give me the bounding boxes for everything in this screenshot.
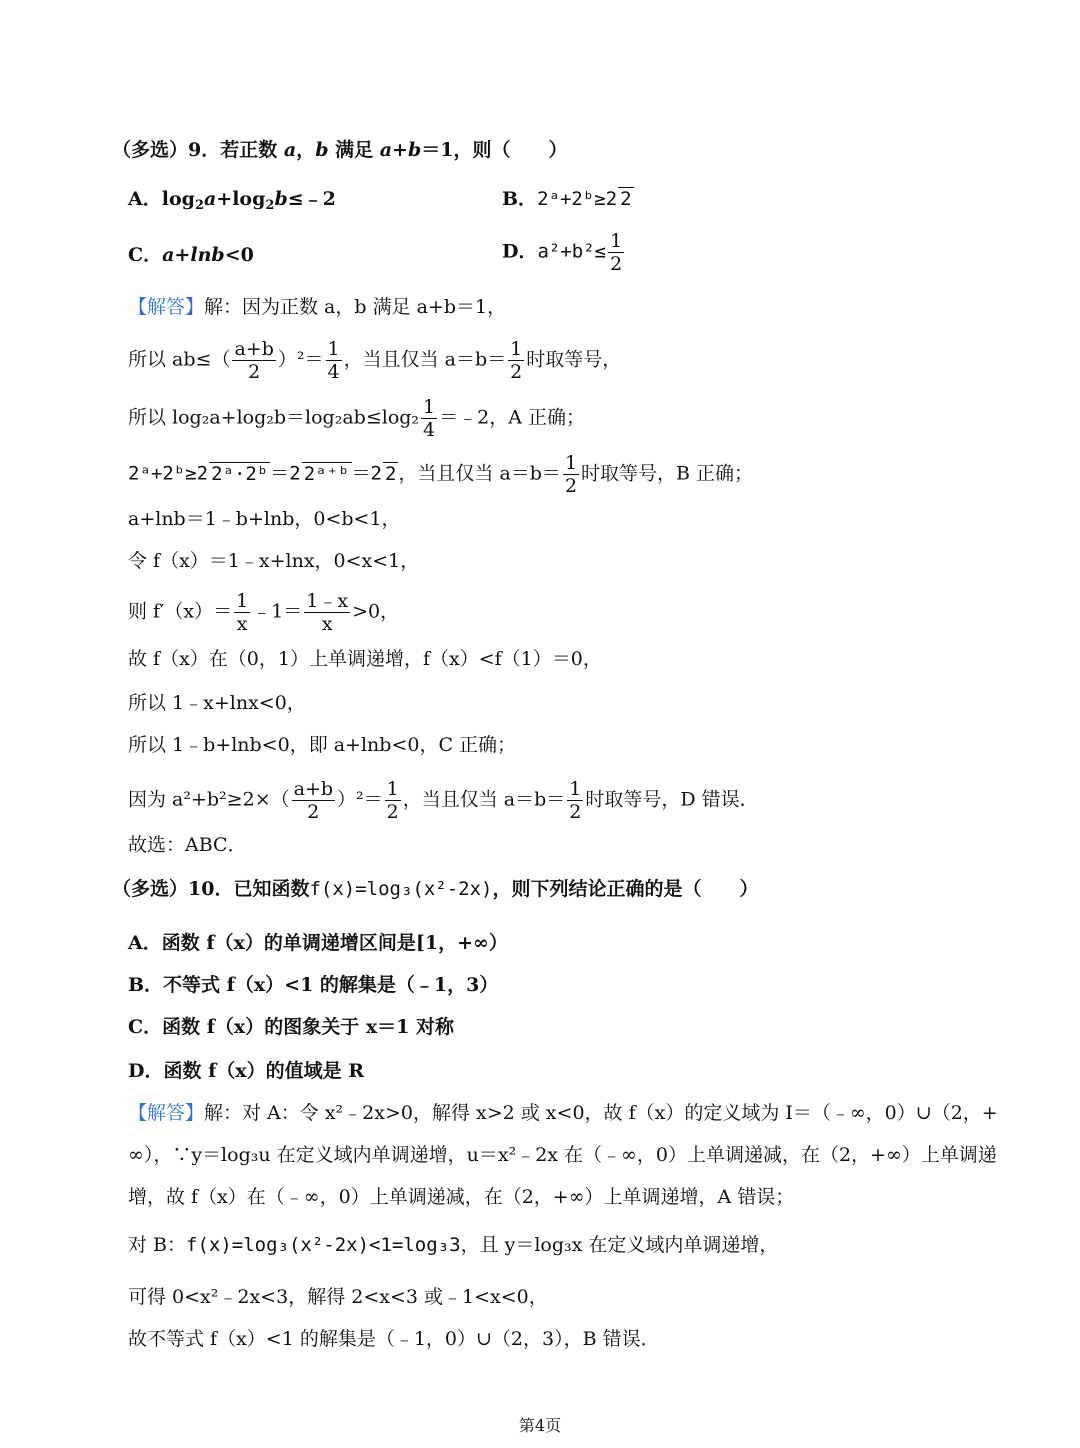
sol9-line-3: 所以 log₂a+log₂b＝log₂ab≤log₂ $\frac{1}{4}$ ＝﹣2，A 正确； xyxy=(128,396,585,441)
q9-stem: （多选）9．若正数 a，b 满足 a+b＝1，则（ ） xyxy=(112,139,568,161)
sol9-line-6: 令 f（x）＝1﹣x+lnx，0<x<1， xyxy=(128,550,420,572)
sol9-line-7: 则 f′（x）＝ $\frac{1}{x}$ ﹣1＝ $\frac{1﹣x}{x}$ >0， xyxy=(128,590,400,635)
sol10-line-2: ∞），∵y＝log₃u 在定义域内单调递增，u＝x²﹣2x 在（﹣∞，0）上单调递减，在（2，+∞）上单调递 xyxy=(128,1144,997,1166)
sol9-line-5: a+lnb＝1﹣b+lnb，0<b<1， xyxy=(128,508,401,530)
sol9-line-12: 故选：ABC． xyxy=(128,834,247,856)
q10-option-b: B．不等式 f（x）<1 的解集是（﹣1，3） xyxy=(128,974,499,996)
sol9-line-10: 所以 1﹣b+lnb<0，即 a+lnb<0，C 正确； xyxy=(128,734,517,756)
sol10-line-6: 故不等式 f（x）<1 的解集是（﹣1，0）∪（2，3），B 错误． xyxy=(128,1328,660,1350)
sol10-line-5: 可得 0<x²﹣2x<3，解得 2<x<3 或﹣1<x<0， xyxy=(128,1286,548,1308)
sol10-line-4: 对 B：f(x)=log₃(x²-2x)<1=log₃3，且 y＝log₃x 在定义域内单调递增， xyxy=(128,1234,779,1256)
q9-option-d: D．a²+b²≤ $\frac{1}{2}$ xyxy=(502,230,623,275)
q9-option-a: A．$\log_2a+\log_2b\le﹣2$ xyxy=(128,188,336,213)
q10-option-d: D．函数 f（x）的值域是 R xyxy=(128,1060,364,1082)
sol9-line-11: 因为 a²+b²≥2×（ $\frac{a+b}{2}$ ）²＝ $\frac{1}{2}$ ，当且仅当 a＝b＝ $\frac{1}{2}$ 时取等号，D 错误． xyxy=(128,778,759,823)
fraction: $\frac{1}{2}$ xyxy=(610,230,623,275)
q9-option-b: B．2ᵃ+2ᵇ≥2 2 xyxy=(502,188,632,210)
q10-option-a: A．函数 f（x）的单调递增区间是[1，+∞） xyxy=(128,932,508,954)
sol9-line-4: 2ᵃ+2ᵇ≥2 2ᵃ·2ᵇ ＝2 2ᵃ⁺ᵇ ＝2 2 ，当且仅当 a＝b＝ $\frac{1}{2}$ 时取等号，B 正确； xyxy=(128,452,754,497)
sol10-line-3: 增，故 f（x）在（﹣∞，0）上单调递减，在（2，+∞）上单调递增，A 错误； xyxy=(128,1186,795,1208)
sol9-line-1: 【解答】解：因为正数 a，b 满足 a+b＝1， xyxy=(128,296,507,318)
q10-stem: （多选）10．已知函数f(x)=log₃(x²-2x)，则下列结论正确的是（ ） xyxy=(112,878,759,900)
q9-option-c: C．a+lnb<0 xyxy=(128,244,254,266)
sol9-line-8: 故 f（x）在（0，1）上单调递增，f（x）<f（1）＝0， xyxy=(128,648,602,670)
sol10-line-1: 【解答】解：对 A：令 x²﹣2x>0，解得 x>2 或 x<0，故 f（x）的定义域为 I＝（﹣∞，0）∪（2，+ xyxy=(128,1102,998,1124)
sol9-line-9: 所以 1﹣x+lnx<0， xyxy=(128,692,306,714)
sol9-line-2: 所以 ab≤（ $\frac{a+b}{2}$ ）²＝ $\frac{1}{4}$ ，当且仅当 a＝b＝ $\frac{1}{2}$ 时取等号， xyxy=(128,338,622,383)
q10-option-c: C．函数 f（x）的图象关于 x＝1 对称 xyxy=(128,1016,455,1038)
page-number: 第4页 xyxy=(518,1416,562,1435)
